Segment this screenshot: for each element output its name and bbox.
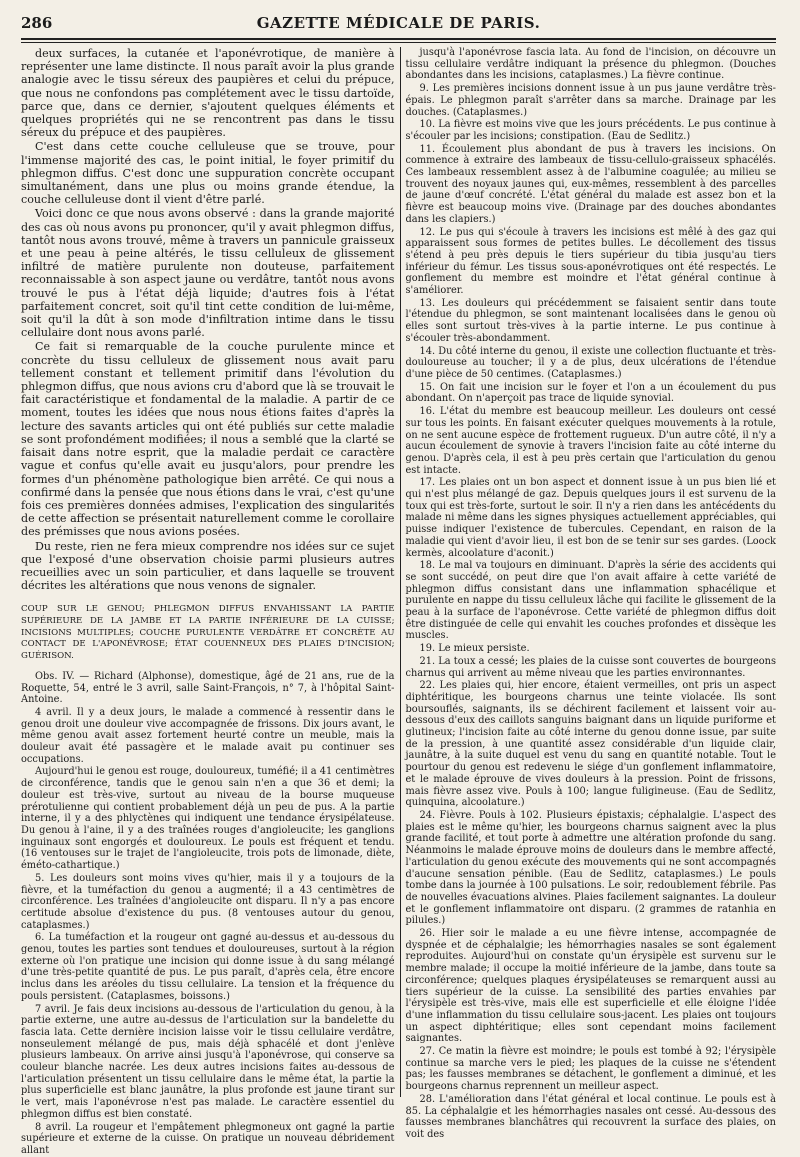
case-paragraph: 5. Les douleurs sont moins vives qu'hier, mais il y a toujours de la fièvre, et la tuméfaction du genou a augmenté; il a 43 centimètres de circonférence. Les traînées d'angioleucite ont disparu. Il n'y a pas encore certitude absolue d'existence du pus. (8 ventouses autour du genou, cataplasmes.): [21, 872, 395, 931]
case-paragraph: 19. Le mieux persiste.: [419, 643, 530, 655]
right-column: [405, 47, 777, 1140]
case-paragraph: 6. La tuméfaction et la rougeur ont gagné au-dessus et au-dessous du genou, toutes les parties sont tendues et douloureuses, surtout à la région externe où l'on pratique une incision qui donne issue à du sang mélangé d'une très-petite quantité de pus. Le pus paraît, d'après cela, être encore inclus dans les aréoles du tissu cellulaire. La tension et la fréquence du pouls persistent. (Cataplasmes, boissons.): [21, 932, 395, 1002]
paragraph: Du reste, rien ne fera mieux comprendre nos idées sur ce sujet que l'exposé d'une observation choisie parmi plusieurs autres recueillies avec un soin particulier, et dans laquelle se trouvent décrites les altérations que nous venons de signaler.: [21, 539, 395, 593]
case-paragraph: 9. Les premières incisions donnent issue à un pus jaune verdâtre très-épais. Le phlegmon paraît s'arrêter dans sa marche. Drainage par les douches. (Cataplasmes.): [405, 83, 776, 118]
case-heading: COUP SUR LE GENOU; PHLEGMON DIFFUS ENVAHISSANT LA PARTIE SUPÉRIEURE DE LA JAMBE ET LA PARTIE INFÉRIEURE DE LA CUISSE; INCISIONS MULTIPLES; COUCHE PURULENTE VERDÂTRE ET CONCRÈTE AU CONTACT DE L'APONÉVROSE; ÉTAT COUENNEUX DES PLAIES D'INCISION; GUÉRISON.: [21, 604, 395, 662]
case-paragraph: 22. Les plaies qui, hier encore, étaient vermeilles, ont pris un aspect diphtéritique, les bourgeons charnus une teinte violacée. Ils sont boursouflés, saignants, ils se déchirent facilement et laissent voir au-dessous d'eux des caillots sanguins baignant dans un liquide puriforme et glutineux; l'incision faite au côté interne du genou donne issue, par suite de la pression, à une quantité assez considérable d'un liquide clair, jaunâtre, à la suite duquel est venu du sang en quantité notable. Tout le pourtour du genou est redevenu le siége d'un gonflement inflammatoire, et le malade éprouve de vives douleurs à la pression. Point de frissons, mais fièvre assez vive. Pouls à 100; langue fuligineuse. (Eau de Sedlitz, quinquina, alcoolature.): [405, 680, 776, 809]
case-paragraph: 21. La toux a cessé; les plaies de la cuisse sont couvertes de bourgeons charnus qui arrivent au même niveau que les parties environnantes.: [405, 655, 776, 679]
paragraph: Ce fait si remarquable de la couche purulente mince et concrète du tissu celluleux de glissement nous avait paru tellement constant et tellement primitif dans l'évolution du phlegmon diffus, que nous avions cru d'abord que là se trouvait le fait caractéristique et fondamental de la maladie. A partir de ce moment, toutes les idées que nous nous étions faites d'après la lecture des savants articles qui ont été publiés sur cette maladie se sont profondément modifiées; il nous a semblé que la clarté se faisait dans notre esprit, que la maladie perdait ce caractère vague et confus qu'elle avait eu jusqu'alors, pour prendre les formes d'un phénomène pathologique bien arrêté. Ce qui nous a confirmé dans la pensée que nous étions dans le vrai, c'est qu'une fois ces premières données admises, l'explication des singularités de cette affection se présentait naturellement comme le corollaire des prémisses que nous avions posées.: [21, 340, 395, 539]
header-rule: [21, 38, 776, 40]
case-paragraph: 12. Le pus qui s'écoule à travers les incisions est mêlé à des gaz qui apparaissent sous formes de petites bulles. Le décollement des tissus s'étend à peu près depuis le tiers supérieur du tibia jusqu'au tiers inférieur du fémur. Les tissus sous-aponévrotiques ont été respectés. Le gonflement du membre est moindre et l'état général continue à s'améliorer.: [405, 226, 776, 297]
case-paragraph: 10. La fièvre est moins vive que les jours précédents. Le pus continue à s'écouler par les incisions; constipation. (Eau de Sedlitz.): [405, 119, 776, 142]
paragraph: Voici donc ce que nous avons observé : dans la grande majorité des cas où nous avons pu prononcer, qu'il y avait phlegmon diffus, tantôt nous avons trouvé, même à travers un pannicule graisseux et une peau à peine altérés, le tissu celluleux de glissement infiltré de matière purulente non douteuse, parfaitement reconnaissable à son aspect jaune ou verdâtre, tantôt nous avons trouvé le pus à l'état déjà liquide; d'autres fois à l'état parfaitement concret, soit qu'il tint cette condition de lui-même, soit qu'il la dût à son mode d'infiltration intime dans le tissu cellulaire dont nous avons parlé.: [21, 207, 395, 340]
case-paragraph: jusqu'à l'aponévrose fascia lata. Au fond de l'incision, on découvre un tissu cellulaire verdâtre indiquant la présence du phlegmon. (Douches abondantes dans les incisions, cataplasmes.) La fièvre continue.: [405, 47, 776, 82]
case-paragraph: 15. On fait une incision sur le foyer et l'on a un écoulement du pus abondant. On n'aperçoit pas trace de liquide synovial.: [405, 381, 776, 405]
case-paragraph: 28. L'amélioration dans l'état général et local continue. Le pouls est à 85. La céphalalgie et les hémorrhagies nasales ont cessé. Au-dessous des fausses membranes blanchâtres qui recouvrent la surface des plaies, on voit des: [405, 1093, 776, 1140]
column-divider: [400, 47, 401, 1097]
case-paragraph: 7 avril. Je fais deux incisions au-dessous de l'articulation du genou, à la partie externe, une autre au-dessus de l'articulation sur la bandelette du fascia lata. Cette dernière incision laisse voir le tissu cellulaire verdâtre, nonseulement mélangé de pus, mais déjà sphacélé et dont j'enlève plusieurs lambeaux. On arrive ainsi jusqu'à l'aponévrose, qui conserve sa couleur blanche nacrée. Les deux autres incisions faites au-dessous de l'articulation présentent un tissu cellulaire dans le même état, la partie la plus superficielle est blanc jaunâtre, la plus profonde est jaune tirant sur le vert, mais l'aponévrose n'est pas malade. Le caractère essentiel du phlegmon diffus est bien constaté.: [21, 1003, 395, 1120]
paragraph: C'est dans cette couche celluleuse que se trouve, pour l'immense majorité des cas, le point initial, le foyer primitif du phlegmon diffus. C'est donc une suppuration concrète occupant simultanément, dans une plus ou moins grande étendue, la couche celluleuse dont il vient d'être parlé.: [21, 140, 395, 207]
case-paragraph: 14. Du côté interne du genou, il existe une collection fluctuante et très-douloureuse au toucher; il y a de plus, deux ulcérations de l'étendue d'une pièce de 50 centimes. (Cataplasmes.): [405, 345, 776, 380]
page-header: [21, 14, 776, 34]
page-number: 286: [21, 14, 53, 32]
left-column: [21, 47, 395, 1156]
two-column-body: [21, 47, 776, 1156]
case-paragraph: 11. Écoulement plus abondant de pus à travers les incisions. On commence à extraire des lambeaux de tissu-cellulo-graisseux sphacélés. Ces lambeaux ressemblent assez à de l'albumine coagulée; au milieu se trouvent des noyaux jaunes qui, eux-mêmes, ressemblent à des parcelles de jaune d'œuf concrété. L'état général du malade est assez bon et la fièvre est beaucoup moins vive. (Drainage par des douches abondantes dans les clapiers.): [405, 143, 776, 225]
header-rule-thin: [21, 42, 776, 43]
case-paragraph: 13. Les douleurs qui précédemment se faisaient sentir dans toute l'étendue du phlegmon, se sont maintenant localisées dans le genou où elles sont surtout très-vives à la partie interne. Le pus continue à s'écouler très-abondamment.: [405, 297, 776, 344]
case-paragraph: 26. Hier soir le malade a eu une fièvre intense, accompagnée de dyspnée et de céphalalgie; les hémorrhagies nasales se sont également reproduites. Aujourd'hui on constate qu'un érysipèle est survenu sur le membre malade; il occupe la moitié inférieure de la jambe, dans toute sa circonférence; quelques plaques érysipélateuses se remarquent aussi au tiers supérieur de la cuisse. La sensibilité des parties envahies par l'érysipèle est très-vive, mais elle est superficielle et elle éloigne l'idée d'une inflammation du tissu cellulaire sous-jacent. Les plaies ont toujours un aspect diphtéritique; elles sont cependant moins facilement saignantes.: [405, 928, 776, 1045]
case-paragraph: 18. Le mal va toujours en diminuant. D'après la série des accidents qui se sont succédé, on peut dire que l'on avait affaire à cette variété de phlegmon diffus consistant dans une inflammation sphacélique et purulente en nappe du tissu celluleux lâche qui facilite le glissement de la peau à la surface de l'aponévrose. Cette variété de phlegmon diffus doit être distinguée de celle qui envahit les couches profondes et dissèque les muscles.: [405, 560, 776, 642]
case-paragraph: 17. Les plaies ont un bon aspect et donnent issue à un pus bien lié et qui n'est plus mélangé de gaz. Depuis quelques jours il est survenu de la toux qui est très-forte, surtout le soir. Il n'y a rien dans les antécédents du malade ni même dans les signes physiques actuellement appréciables, qui puisse indiquer l'existence de tubercules. Cependant, en raison de la maladie qui vient d'avoir lieu, il est bon de se tenir sur ses gardes. (Loock kermès, alcoolature d'aconit.): [405, 477, 776, 559]
case-paragraph: Aujourd'hui le genou est rouge, douloureux, tuméfié; il a 41 centimètres de circonférence, tandis que le genou sain n'en a que 36 et demi; la douleur est très-vive, surtout au niveau de la bourse muqueuse prérotulienne qui contient probablement déjà un peu de pus. A la partie interne, il y a des phlyctènes qui indiquent une tendance érysipélateuse. Du genou à l'aine, il y a des traînées rouges d'angioleucite; les ganglions inguinaux sont engorgés et douloureux. Le pouls est fréquent et tendu. (16 ventouses sur le trajet de l'angioleucite, trois pots de limonade, diète, éméto-cathartique.): [21, 766, 395, 872]
case-paragraph: 8 avril. La rougeur et l'empâtement phlegmoneux ont gagné la partie supérieure et externe de la cuisse. On pratique un nouveau débridement allant: [21, 1121, 395, 1156]
case-paragraph: 16. L'état du membre est beaucoup meilleur. Les douleurs ont cessé sur tous les points. En faisant exécuter quelques mouvements à la rotule, on ne sent aucune espèce de frottement rugueux. D'un autre côté, il n'y a aucun écoulement de synovie à travers l'incision faite au côté interne du genou. D'après cela, il est à peu près certain que l'articulation du genou est intacte.: [405, 406, 776, 476]
essay-text: [21, 47, 395, 592]
paragraph: deux surfaces, la cutanée et l'aponévrotique, de manière à représenter une lame distincte. Il nous paraît avoir la plus grande analogie avec le tissu séreux des paupières et celui du prépuce, que nous ne confondons pas complétement avec le tissu dartoïde, parce que, dans ce dernier, s'ajoutent quelques éléments et quelques propriétés qui ne se rencontrent pas dans le tissu séreux du prépuce et des paupières.: [21, 47, 395, 140]
case-paragraph: 24. Fièvre. Pouls à 102. Plusieurs épistaxis; céphalalgie. L'aspect des plaies est le même qu'hier, les bourgeons charnus saignent avec la plus grande facilité, et tout porte à admettre une altération profonde du sang. Néanmoins le malade éprouve moins de douleurs dans le membre affecté, l'articulation du genou exécute des mouvements qui ne sont accompagnés d'aucune sensation pénible. (Eau de Sedlitz, cataplasmes.) Le pouls tombe dans la journée à 100 pulsations. Le soir, redoublement fébrile. Pas de nouvelles évacuations alvines. Plaies facilement saignantes. La douleur et le gonflement inflammatoire ont disparu. (2 grammes de ratanhia en pilules.): [405, 810, 776, 927]
case-report: [21, 671, 395, 1157]
case-paragraph: 27. Ce matin la fièvre est moindre; le pouls est tombé à 92; l'érysipèle continue sa marche vers le pied; les plaques de la cuisse ne s'étendent pas; les fausses membranes se détachent, le gonflement a diminué, et les bourgeons charnus reprennent un meilleur aspect.: [405, 1046, 776, 1093]
case-paragraph: Obs. IV. — Richard (Alphonse), domestique, âgé de 21 ans, rue de la Roquette, 54, entré le 3 avril, salle Saint-François, n° 7, à l'hôpital Saint-Antoine.: [21, 670, 395, 706]
journal-title: GAZETTE MÉDICALE DE PARIS.: [256, 14, 541, 32]
case-paragraph: 4 avril. Il y a deux jours, le malade a commencé à ressentir dans le genou droit une douleur vive accompagnée de frissons. Dix jours avant, le même genou avait assez fortement heurté contre un meuble, mais la douleur avait été passagère et le malade avait pu continuer ses occupations.: [21, 706, 395, 765]
